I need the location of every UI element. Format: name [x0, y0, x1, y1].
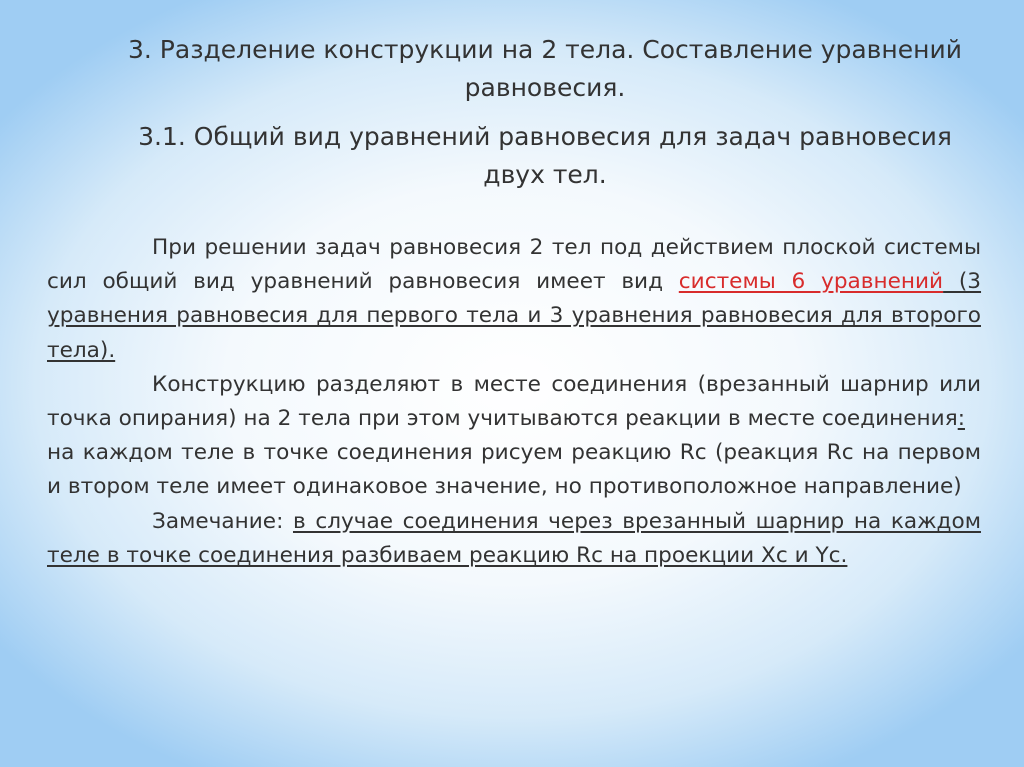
body-text: [47, 231, 981, 573]
subsection-title: 3.1. Общий вид уравнений равновесия для задач равновесия двух тел.: [138, 122, 952, 189]
section-title: 3. Разделение конструкции на 2 тела. Составление уравнений равновесия.: [128, 35, 962, 102]
paragraph-1: [47, 231, 981, 368]
paragraph-2: [47, 368, 981, 436]
paragraph-3: на каждом теле в точке соединения рисуем реакцию Rc (реакция Rc на первом и втором теле имеет одинаковое значение, но противоположное направление): [47, 440, 981, 500]
remark-text: в случае соединения через врезанный шарнир на каждом теле в точке соединения разбиваем реакцию Rc на проекции Xc и Yc.: [47, 508, 981, 568]
paragraph-2-colon: :: [957, 406, 965, 432]
paragraph-4: [47, 505, 981, 573]
paragraph-1-text: При решении задач равновесия 2 тел под действием плоской системы сил общий вид уравнений равновесия имеет вид: [47, 235, 981, 295]
paragraph-2-text: Конструкцию разделяют в месте соединения (врезанный шарнир или точка опирания) на 2 тела при этом учитываются реакции в месте соединения: [47, 371, 981, 432]
remark-label: Замечание:: [152, 508, 293, 534]
equations-system-link[interactable]: системы 6 уравнений: [678, 269, 944, 295]
paragraph-1-note: (3 уравнения равновесия для первого тела и 3 уравнения равновесия для второго тела).: [47, 269, 982, 363]
